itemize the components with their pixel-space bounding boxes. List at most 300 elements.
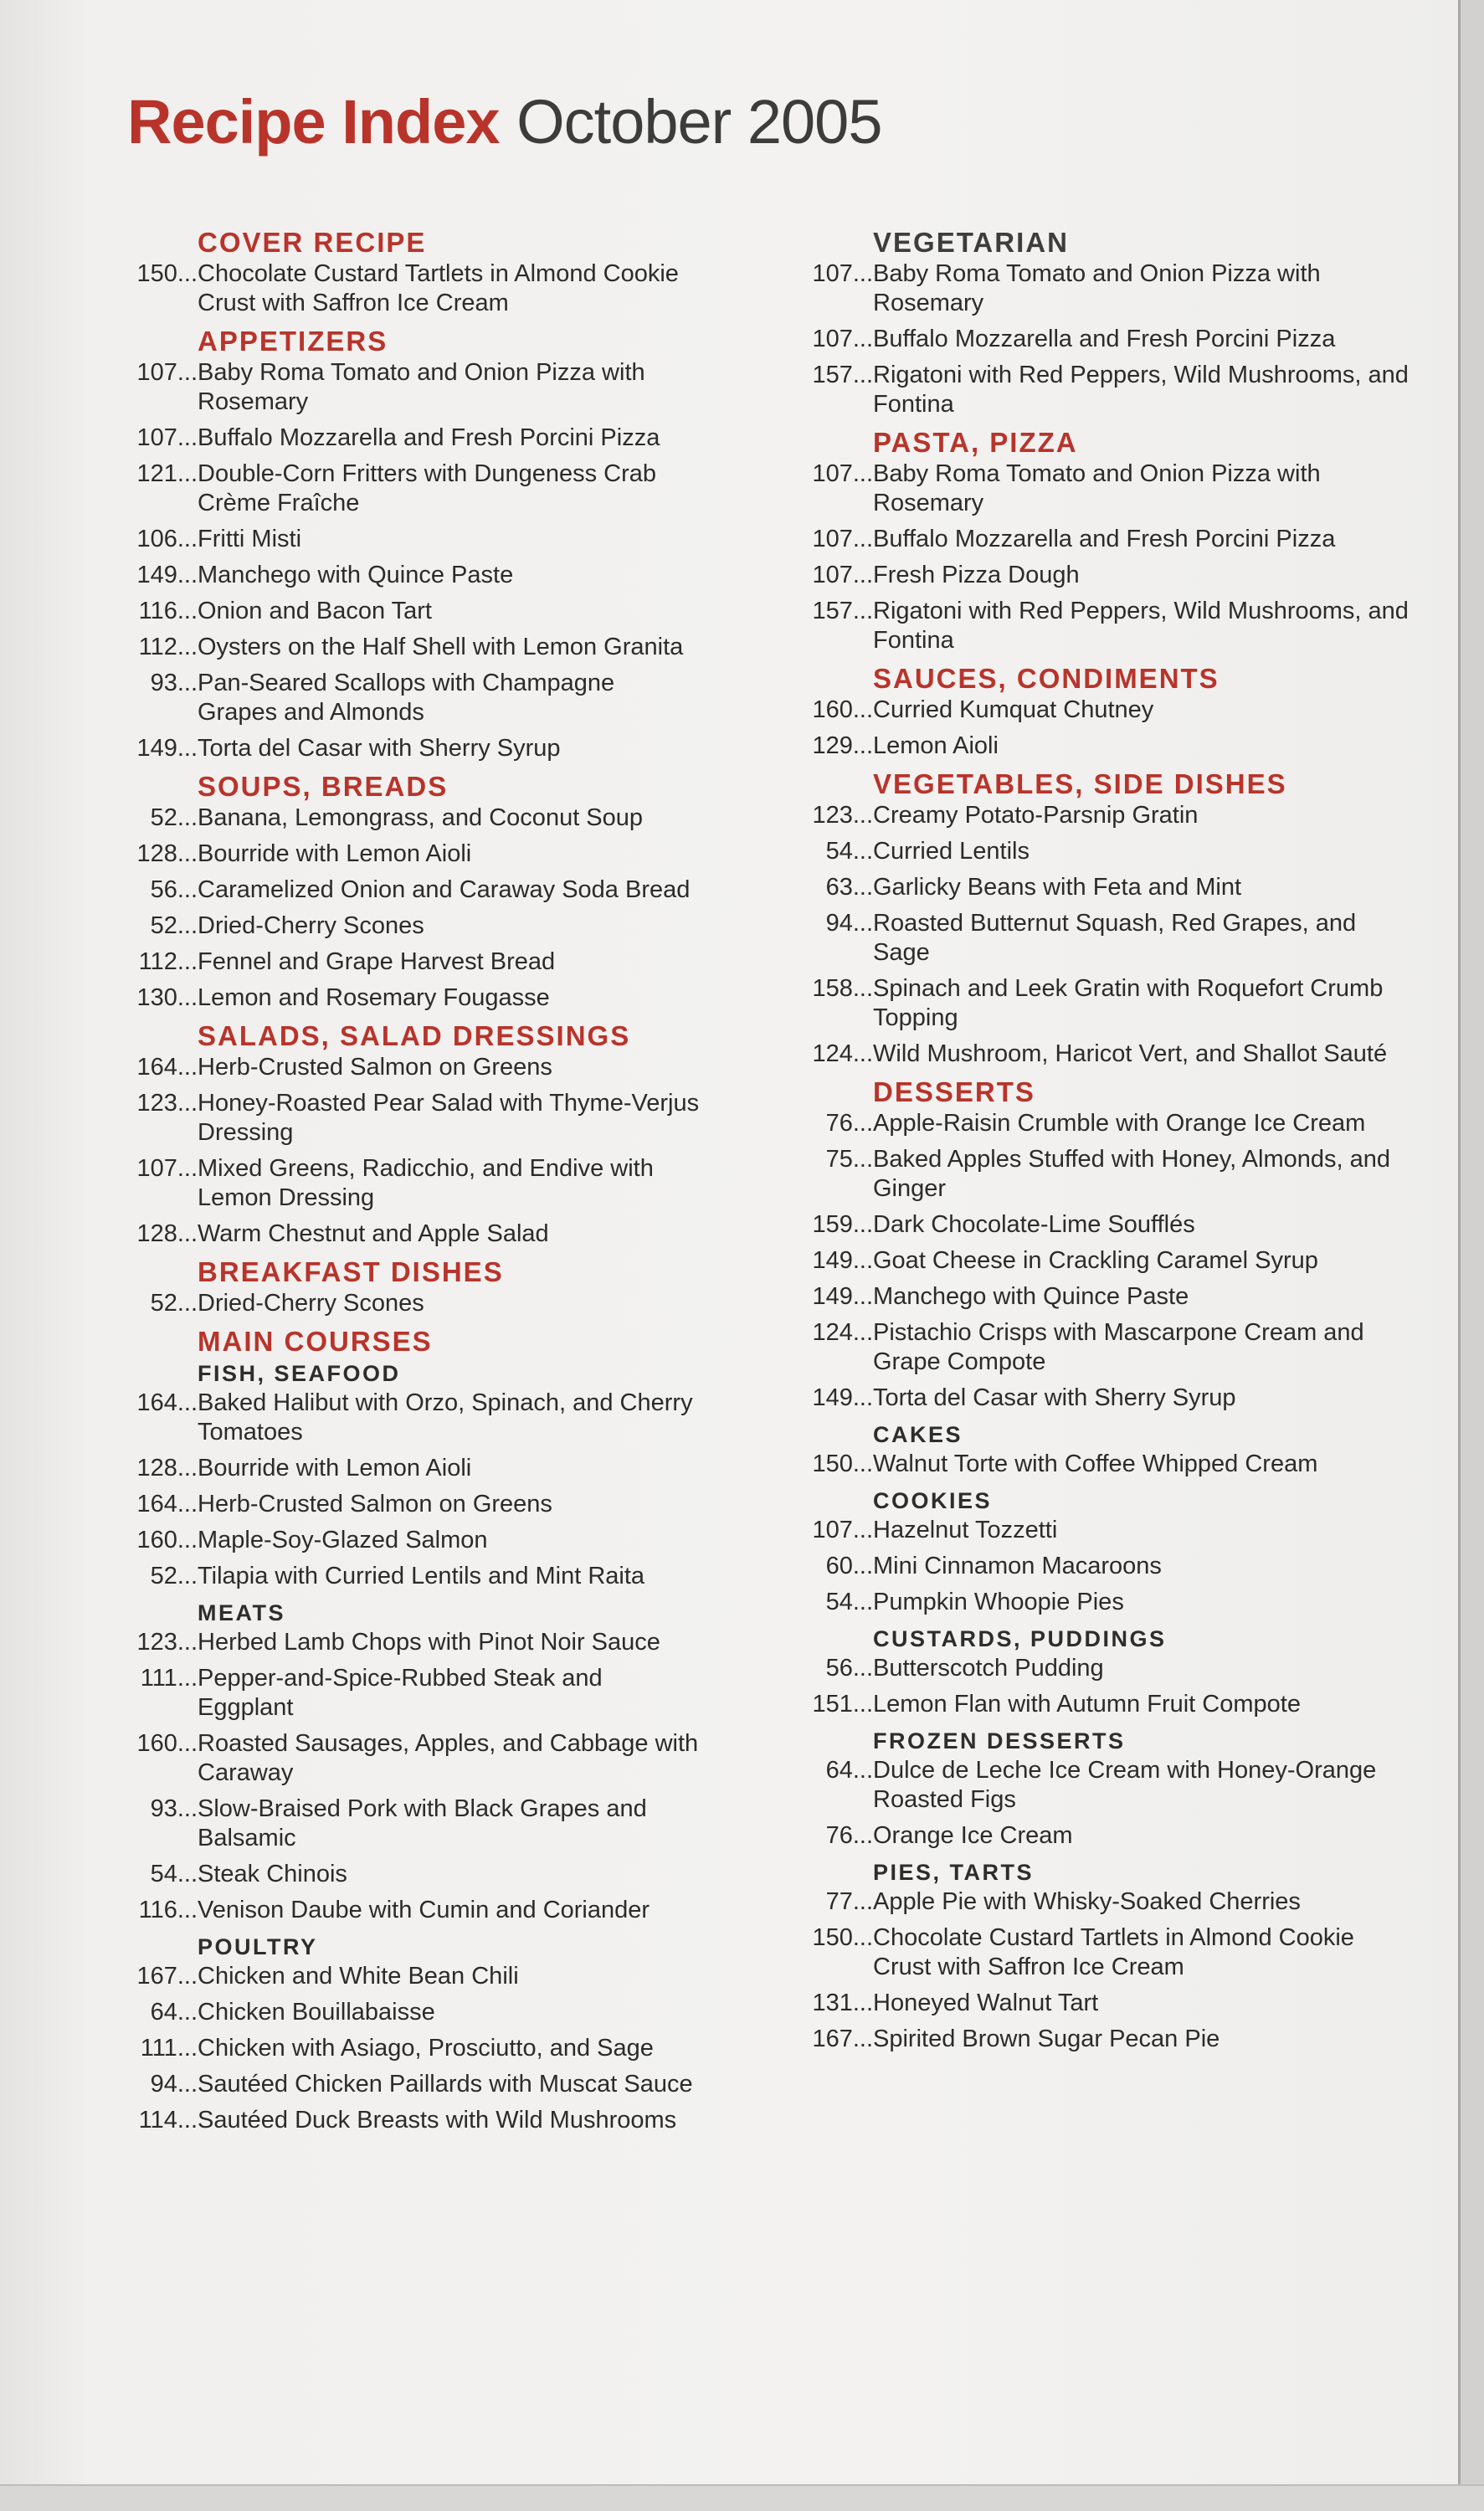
leader-dots: ... xyxy=(177,2071,198,2098)
leader-dots: ... xyxy=(852,260,873,287)
page-number: 114 xyxy=(138,2107,177,2134)
page-number: 107 xyxy=(136,1155,177,1182)
page-ref xyxy=(124,1896,198,1925)
leader-dots: ... xyxy=(852,732,873,759)
page-ref xyxy=(799,1109,873,1138)
recipe-entry xyxy=(799,1756,1435,1815)
recipe-name: Roasted Sausages, Apples, and Cabbage with Caraway xyxy=(198,1730,699,1786)
section-heading-appetizers: APPETIZERS xyxy=(198,326,388,357)
page-number: 149 xyxy=(812,1384,853,1411)
page-ref xyxy=(799,1690,873,1719)
recipe-name: Honey-Roasted Pear Salad with Thyme-Verjus Dressing xyxy=(198,1090,700,1146)
page-ref xyxy=(124,840,198,869)
recipe-name: Buffalo Mozzarella and Fresh Porcini Pizza xyxy=(873,526,1336,552)
recipe-entry xyxy=(124,947,793,977)
page-number: 54 xyxy=(150,1861,177,1887)
recipe-name: Double-Corn Fritters with Dungeness Crab Crème Fraîche xyxy=(198,460,656,516)
leader-dots: ... xyxy=(177,912,198,939)
page-number: 76 xyxy=(825,1110,853,1137)
leader-dots: ... xyxy=(852,1990,873,2016)
page-ref xyxy=(124,597,198,626)
page-number: 107 xyxy=(136,359,177,386)
page-ref xyxy=(799,801,873,830)
recipe-name: Garlicky Beans with Feta and Mint xyxy=(873,874,1242,901)
recipe-entry xyxy=(124,1962,793,1991)
recipe-name: Mini Cinnamon Macaroons xyxy=(873,1553,1162,1579)
page-ref xyxy=(799,1821,873,1851)
leader-dots: ... xyxy=(177,460,198,487)
leader-dots: ... xyxy=(852,1384,873,1411)
recipe-entry xyxy=(124,1154,793,1213)
leader-dots: ... xyxy=(177,424,198,451)
page-number: 121 xyxy=(136,460,177,487)
recipe-name: Roasted Butternut Squash, Red Grapes, and Sage xyxy=(873,910,1357,966)
leader-dots: ... xyxy=(852,1757,873,1784)
recipe-entry xyxy=(124,1490,793,1519)
leader-dots: ... xyxy=(852,1924,873,1951)
page-number: 150 xyxy=(812,1924,853,1951)
page-number: 52 xyxy=(150,1290,177,1317)
leader-dots: ... xyxy=(177,984,198,1011)
recipe-name: Caramelized Onion and Caraway Soda Bread xyxy=(198,876,691,903)
recipe-entry xyxy=(799,2025,1435,2054)
page-ref xyxy=(124,358,198,388)
recipe-name: Maple-Soy-Glazed Salmon xyxy=(198,1527,488,1553)
leader-dots: ... xyxy=(177,804,198,831)
recipe-entry xyxy=(124,424,793,453)
subsection-heading-meats: MEATS xyxy=(198,1600,285,1625)
page-ref xyxy=(799,909,873,938)
page-ref xyxy=(799,696,873,725)
leader-dots: ... xyxy=(852,1553,873,1579)
subsection-heading-poultry: POULTRY xyxy=(198,1934,318,1959)
recipe-name: Goat Cheese in Crackling Caramel Syrup xyxy=(873,1247,1318,1274)
page-ref xyxy=(799,1318,873,1348)
recipe-name: Honeyed Walnut Tart xyxy=(873,1990,1099,2016)
recipe-entry xyxy=(799,1145,1435,1204)
page-ref xyxy=(124,911,198,941)
recipe-name: Torta del Casar with Sherry Syrup xyxy=(873,1384,1236,1411)
recipe-name: Oysters on the Half Shell with Lemon Granita xyxy=(198,634,684,660)
page-ref xyxy=(124,1289,198,1318)
recipe-entry xyxy=(124,1289,793,1318)
page-number: 149 xyxy=(812,1247,853,1274)
leader-dots: ... xyxy=(177,634,198,660)
page-ref xyxy=(799,460,873,489)
recipe-name: Pistachio Crisps with Mascarpone Cream and Grape Compote xyxy=(873,1319,1364,1375)
leader-dots: ... xyxy=(177,1563,198,1589)
page-ref xyxy=(124,2070,198,2099)
recipe-entry xyxy=(799,597,1435,655)
page-number: 124 xyxy=(812,1319,853,1346)
page-ref xyxy=(124,424,198,453)
leader-dots: ... xyxy=(852,1822,873,1849)
leader-dots: ... xyxy=(177,876,198,903)
page-number: 107 xyxy=(812,326,853,352)
section-heading-breakfast-dishes: BREAKFAST DISHES xyxy=(198,1256,504,1287)
page-ref xyxy=(124,259,198,289)
page-number: 107 xyxy=(812,526,853,552)
page-number: 123 xyxy=(136,1090,177,1117)
recipe-entry xyxy=(124,633,793,662)
page-number: 151 xyxy=(812,1691,853,1718)
recipe-entry xyxy=(799,974,1435,1033)
page-ref xyxy=(799,361,873,390)
recipe-name: Baby Roma Tomato and Onion Pizza with Rosemary xyxy=(873,260,1321,316)
page-ref xyxy=(124,876,198,905)
page-number: 63 xyxy=(825,874,853,901)
recipe-name: Venison Daube with Cumin and Coriander xyxy=(198,1897,650,1923)
page-number: 128 xyxy=(136,1220,177,1247)
leader-dots: ... xyxy=(177,1054,198,1081)
recipe-entry xyxy=(799,1887,1435,1917)
recipe-entry xyxy=(124,460,793,518)
recipe-name: Slow-Braised Pork with Black Grapes and Balsamic xyxy=(198,1795,647,1851)
leader-dots: ... xyxy=(852,802,873,829)
recipe-entry xyxy=(124,1562,793,1591)
page-number: 157 xyxy=(812,598,853,624)
recipe-entry xyxy=(799,1690,1435,1719)
recipe-name: Baby Roma Tomato and Onion Pizza with Rosemary xyxy=(198,359,645,415)
page-number: 111 xyxy=(140,2035,177,2062)
page-ref xyxy=(124,947,198,977)
page-number: 93 xyxy=(150,670,177,696)
leader-dots: ... xyxy=(852,975,873,1002)
section-heading-cover-recipe: COVER RECIPE xyxy=(198,227,427,258)
recipe-name: Chocolate Custard Tartlets in Almond Cookie Crust with Saffron Ice Cream xyxy=(873,1924,1354,1980)
page-number: 75 xyxy=(825,1146,853,1173)
page-number: 56 xyxy=(150,876,177,903)
recipe-name: Pumpkin Whoopie Pies xyxy=(873,1589,1124,1615)
page-number: 149 xyxy=(136,562,177,588)
page-number: 56 xyxy=(825,1655,853,1682)
page-edge-right xyxy=(1458,0,1484,2511)
recipe-name: Fritti Misti xyxy=(198,526,302,552)
leader-dots: ... xyxy=(177,1861,198,1887)
recipe-entry xyxy=(799,801,1435,830)
page-ref xyxy=(799,1588,873,1617)
page-ref xyxy=(799,873,873,902)
page-ref xyxy=(799,2025,873,2054)
recipe-name: Pan-Seared Scallops with Champagne Grapes and Almonds xyxy=(198,670,615,726)
page-ref xyxy=(124,734,198,763)
page-ref xyxy=(124,1389,198,1418)
recipe-name: Sautéed Duck Breasts with Wild Mushrooms xyxy=(198,2107,677,2134)
page-number: 160 xyxy=(136,1527,177,1553)
page-ref xyxy=(124,1962,198,1991)
page-ref xyxy=(124,460,198,489)
leader-dots: ... xyxy=(177,1730,198,1757)
page-ref xyxy=(124,1220,198,1249)
leader-dots: ... xyxy=(177,1155,198,1182)
leader-dots: ... xyxy=(177,260,198,287)
page-number: 76 xyxy=(825,1822,853,1849)
leader-dots: ... xyxy=(177,1220,198,1247)
page-ref xyxy=(124,1729,198,1759)
page-ref xyxy=(799,1756,873,1785)
recipe-entry xyxy=(124,1896,793,1925)
page-number: 124 xyxy=(812,1040,853,1067)
page-number: 107 xyxy=(812,1517,853,1543)
recipe-entry xyxy=(124,1389,793,1447)
section-heading-vegetables-side-dishes: VEGETABLES, SIDE DISHES xyxy=(873,768,1287,799)
page-ref xyxy=(124,983,198,1013)
recipe-entry xyxy=(124,734,793,763)
recipe-entry xyxy=(799,873,1435,902)
page-ref xyxy=(124,804,198,833)
leader-dots: ... xyxy=(177,1455,198,1481)
page-ref xyxy=(799,1145,873,1174)
section-heading-main-courses: MAIN COURSES xyxy=(198,1326,433,1357)
leader-dots: ... xyxy=(852,1451,873,1477)
page-ref xyxy=(124,525,198,554)
recipe-name: Dried-Cherry Scones xyxy=(198,912,424,939)
recipe-name: Apple Pie with Whisky-Soaked Cherries xyxy=(873,1888,1301,1915)
recipe-name: Dried-Cherry Scones xyxy=(198,1290,424,1317)
leader-dots: ... xyxy=(852,326,873,352)
recipe-entry xyxy=(799,525,1435,554)
recipe-name: Fennel and Grape Harvest Bread xyxy=(198,948,556,975)
page-number: 164 xyxy=(136,1054,177,1081)
recipe-entry xyxy=(124,1998,793,2027)
recipe-name: Warm Chestnut and Apple Salad xyxy=(198,1220,549,1247)
page-ref xyxy=(799,1654,873,1683)
page-number: 94 xyxy=(150,2071,177,2098)
leader-dots: ... xyxy=(852,696,873,723)
recipe-name: Manchego with Quince Paste xyxy=(873,1283,1189,1310)
right-column xyxy=(799,226,1435,2061)
leader-dots: ... xyxy=(177,1629,198,1656)
section-heading-pasta-pizza: PASTA, PIZZA xyxy=(873,427,1078,458)
page-ref xyxy=(799,732,873,761)
recipe-name: Pepper-and-Spice-Rubbed Steak and Eggplant xyxy=(198,1665,603,1721)
leader-dots: ... xyxy=(852,2026,873,2052)
page-number: 123 xyxy=(136,1629,177,1656)
page-number: 149 xyxy=(136,735,177,762)
recipe-entry xyxy=(799,732,1435,761)
section-heading-desserts: DESSERTS xyxy=(873,1076,1035,1107)
page-ref xyxy=(799,325,873,354)
section-heading-soups-breads: SOUPS, BREADS xyxy=(198,771,449,802)
page-number: 54 xyxy=(825,838,853,865)
leader-dots: ... xyxy=(177,1527,198,1553)
page-ref xyxy=(124,633,198,662)
recipe-name: Orange Ice Cream xyxy=(873,1822,1073,1849)
leader-dots: ... xyxy=(852,1319,873,1346)
recipe-name: Mixed Greens, Radicchio, and Endive with Lemon Dressing xyxy=(198,1155,654,1211)
leader-dots: ... xyxy=(852,910,873,937)
leader-dots: ... xyxy=(177,1963,198,1990)
recipe-entry xyxy=(799,1450,1435,1479)
leader-dots: ... xyxy=(852,562,873,588)
recipe-entry xyxy=(124,983,793,1013)
leader-dots: ... xyxy=(852,1655,873,1682)
page-ref xyxy=(124,1454,198,1483)
recipe-entry xyxy=(799,1588,1435,1617)
page-number: 54 xyxy=(825,1589,853,1615)
recipe-entry xyxy=(124,2106,793,2135)
page-ref xyxy=(799,1887,873,1917)
page-number: 159 xyxy=(812,1211,853,1238)
leader-dots: ... xyxy=(177,2107,198,2134)
recipe-entry xyxy=(124,561,793,590)
page-number: 160 xyxy=(136,1730,177,1757)
page-ref xyxy=(124,1526,198,1555)
issue-date: October 2005 xyxy=(516,87,882,157)
recipe-name: Steak Chinois xyxy=(198,1861,347,1887)
recipe-name: Buffalo Mozzarella and Fresh Porcini Pizza xyxy=(198,424,660,451)
recipe-entry xyxy=(799,1516,1435,1545)
page-number: 94 xyxy=(825,910,853,937)
page-number: 77 xyxy=(825,1888,853,1915)
section-heading-salads-salad-dressings: SALADS, SALAD DRESSINGS xyxy=(198,1020,631,1051)
page-number: 128 xyxy=(136,1455,177,1481)
leader-dots: ... xyxy=(177,1897,198,1923)
leader-dots: ... xyxy=(177,562,198,588)
recipe-entry xyxy=(124,1860,793,1889)
recipe-entry xyxy=(799,460,1435,518)
page-ref xyxy=(799,974,873,1004)
page-ref xyxy=(124,1490,198,1519)
page-ref xyxy=(124,1628,198,1657)
leader-dots: ... xyxy=(852,1589,873,1615)
recipe-entry xyxy=(124,1795,793,1853)
recipe-name: Lemon Flan with Autumn Fruit Compote xyxy=(873,1691,1301,1718)
recipe-name: Fresh Pizza Dough xyxy=(873,562,1080,588)
page-number: 60 xyxy=(825,1553,853,1579)
recipe-entry xyxy=(124,1053,793,1082)
page-ref xyxy=(799,1246,873,1276)
recipe-entry xyxy=(799,1989,1435,2018)
leader-dots: ... xyxy=(177,1389,198,1416)
recipe-entry xyxy=(124,525,793,554)
recipe-entry xyxy=(124,1220,793,1249)
leader-dots: ... xyxy=(852,1517,873,1543)
leader-dots: ... xyxy=(177,1665,198,1692)
leader-dots: ... xyxy=(177,670,198,696)
page-ref xyxy=(799,597,873,626)
recipe-entry xyxy=(124,2034,793,2063)
recipe-entry xyxy=(799,1109,1435,1138)
page-ref xyxy=(124,2034,198,2063)
recipe-name: Wild Mushroom, Haricot Vert, and Shallot Sauté xyxy=(873,1040,1388,1067)
recipe-name: Sautéed Chicken Paillards with Muscat Sauce xyxy=(198,2071,693,2098)
page-ref xyxy=(124,2106,198,2135)
recipe-entry xyxy=(124,1454,793,1483)
recipe-entry xyxy=(124,1729,793,1788)
recipe-name: Baby Roma Tomato and Onion Pizza with Rosemary xyxy=(873,460,1321,516)
page-number: 107 xyxy=(136,424,177,451)
leader-dots: ... xyxy=(177,1290,198,1317)
page-number: 52 xyxy=(150,804,177,831)
recipe-entry xyxy=(124,259,793,318)
leader-dots: ... xyxy=(852,460,873,487)
page-ref xyxy=(124,669,198,698)
leader-dots: ... xyxy=(852,1691,873,1718)
recipe-entry xyxy=(799,1923,1435,1982)
page-number: 116 xyxy=(138,598,177,624)
page-number: 131 xyxy=(812,1990,853,2016)
leader-dots: ... xyxy=(852,1040,873,1067)
recipe-entry xyxy=(799,361,1435,419)
page-ref xyxy=(124,561,198,590)
recipe-name: Herbed Lamb Chops with Pinot Noir Sauce xyxy=(198,1629,660,1656)
page-ref xyxy=(124,1998,198,2027)
page-number: 128 xyxy=(136,840,177,867)
page-ref xyxy=(124,1154,198,1184)
recipe-name: Rigatoni with Red Peppers, Wild Mushrooms, and Fontina xyxy=(873,362,1409,418)
recipe-entry xyxy=(124,911,793,941)
leader-dots: ... xyxy=(177,2035,198,2062)
subsection-heading-fish-seafood: FISH, SEAFOOD xyxy=(198,1361,401,1386)
page-ref xyxy=(124,1795,198,1824)
recipe-name: Lemon Aioli xyxy=(873,732,999,759)
recipe-name: Curried Lentils xyxy=(873,838,1030,865)
left-column xyxy=(124,226,793,2142)
recipe-entry xyxy=(124,669,793,727)
recipe-entry xyxy=(799,1552,1435,1581)
leader-dots: ... xyxy=(177,1090,198,1117)
recipe-entry xyxy=(124,1628,793,1657)
subsection-heading-frozen-desserts: FROZEN DESSERTS xyxy=(873,1728,1126,1754)
recipe-entry xyxy=(799,1282,1435,1312)
page-number: 107 xyxy=(812,562,853,588)
leader-dots: ... xyxy=(177,840,198,867)
page-number: 157 xyxy=(812,362,853,388)
page-ref xyxy=(799,837,873,866)
recipe-entry xyxy=(799,837,1435,866)
recipe-name: Apple-Raisin Crumble with Orange Ice Cream xyxy=(873,1110,1366,1137)
page-ref xyxy=(124,1664,198,1693)
page-number: 112 xyxy=(138,948,177,975)
leader-dots: ... xyxy=(177,948,198,975)
recipe-entry xyxy=(124,1526,793,1555)
page-number: 52 xyxy=(150,1563,177,1589)
page-ref xyxy=(799,1384,873,1413)
leader-dots: ... xyxy=(852,1888,873,1915)
page-ref xyxy=(799,1516,873,1545)
leader-dots: ... xyxy=(852,1247,873,1274)
page-number: 164 xyxy=(136,1389,177,1416)
recipe-name: Herb-Crusted Salmon on Greens xyxy=(198,1491,552,1517)
recipe-name: Spirited Brown Sugar Pecan Pie xyxy=(873,2026,1220,2052)
recipe-entry xyxy=(799,1318,1435,1377)
recipe-entry xyxy=(124,2070,793,2099)
leader-dots: ... xyxy=(852,1283,873,1310)
leader-dots: ... xyxy=(177,359,198,386)
recipe-name: Bourride with Lemon Aioli xyxy=(198,840,472,867)
recipe-name: Spinach and Leek Gratin with Roquefort Crumb Topping xyxy=(873,975,1384,1031)
page-number: 106 xyxy=(136,526,177,552)
recipe-entry xyxy=(124,358,793,417)
recipe-entry xyxy=(799,1384,1435,1413)
leader-dots: ... xyxy=(177,526,198,552)
recipe-name: Creamy Potato-Parsnip Gratin xyxy=(873,802,1199,829)
recipe-name: Baked Halibut with Orzo, Spinach, and Cherry Tomatoes xyxy=(198,1389,693,1445)
leader-dots: ... xyxy=(852,598,873,624)
page-number: 123 xyxy=(812,802,853,829)
page-number: 164 xyxy=(136,1491,177,1517)
page-ref xyxy=(124,1860,198,1889)
page-number: 130 xyxy=(136,984,177,1011)
recipe-name: Walnut Torte with Coffee Whipped Cream xyxy=(873,1451,1318,1477)
page-number: 52 xyxy=(150,912,177,939)
leader-dots: ... xyxy=(177,1999,198,2026)
page-number: 112 xyxy=(138,634,177,660)
page-title xyxy=(127,87,882,157)
page-number: 64 xyxy=(825,1757,853,1784)
recipe-name: Dark Chocolate-Lime Soufflés xyxy=(873,1211,1195,1238)
